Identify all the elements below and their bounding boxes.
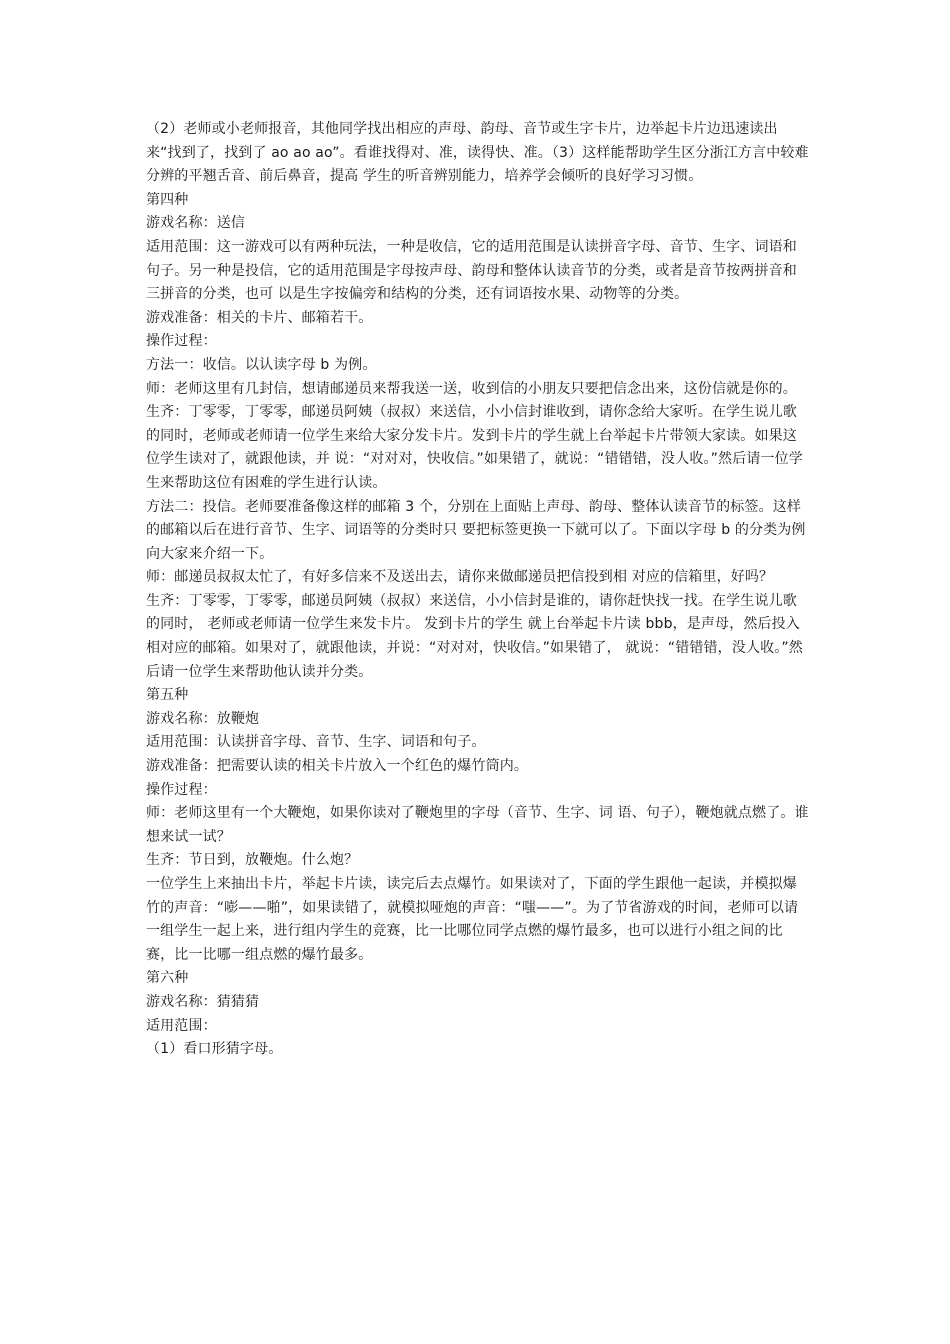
method-1-title: 方法一：收信。以认读字母 b 为例。 (146, 356, 377, 373)
scope-6-item-1: （1）看口形猜字母。 (146, 1041, 283, 1058)
procedure-label-5: 操作过程： (146, 781, 217, 798)
students-line-1: 生齐：丁零零，丁零零，邮递员阿姨（叔叔）来送信，小小信封谁收到，请你念给大家听。在学生说儿歌的同时，老师或老师请一位学生来给大家分发卡片。发到卡片的学生就上台举起卡片带领大家读。如果这位学生读对了，就跟他读，并 说：“对对对，快收信。”如果错了，就说：“错错错，没人收。”然后请一位学生来帮助这位有困难的学生进行认读。 (146, 404, 803, 491)
game-name-6: 游戏名称：猜猜猜 (146, 993, 260, 1010)
students-line-2: 生齐：丁零零，丁零零，邮递员阿姨（叔叔）来送信，小小信封是谁的，请你赶快找一找。在学生说儿歌的同时， 老师或老师请一位学生来发卡片。 发到卡片的学生 就上台举起卡片读 bbb，是声母，然后投入相对应的邮箱。如果对了，就跟他读，并说：“对对对，快收信。”如果错了， 就说：“错错错，没人收。”然 后请一位学生来帮助他认读并分类。 (146, 592, 803, 680)
procedure-detail-5: 一位学生上来抽出卡片，举起卡片读，读完后去点爆竹。如果读对了，下面的学生跟他一起读，并模拟爆竹的声音：“嘭——啪”，如果读错了，就模拟哑炮的声音：“嗤——”。为了节省游戏的时间，老师可以请一组学生一起上来，进行组内学生的竞赛，比一比哪位同学点燃的爆竹最多，也可以进行小组之间的比赛，比一比哪一组点燃的爆竹最多。 (146, 876, 799, 963)
teacher-line-1: 师：老师这里有几封信，想请邮递员来帮我送一送，收到信的小朋友只要把信念出来，这份信就是你的。 (146, 380, 797, 397)
scope-5: 适用范围：认读拼音字母、音节、生字、词语和句子。 (146, 734, 486, 751)
game-name-4: 游戏名称：送信 (146, 215, 246, 232)
game-name-5: 游戏名称：放鞭炮 (146, 710, 260, 727)
procedure-label-4: 操作过程： (146, 333, 217, 350)
students-line-5: 生齐：节日到，放鞭炮。什么炮？ (146, 852, 359, 869)
scope-4: 适用范围：这一游戏可以有两种玩法，一种是收信，它的适用范围是认读拼音字母、音节、生字、词语和句子。另一种是投信，它的适用范围是字母按声母、韵母和整体认读音节的分类，或者是音节按两拼音和三拼音的分类，也可 以是生字按偏旁和结构的分类，还有词语按水果、动物等的分类。 (146, 238, 797, 303)
preparation-4: 游戏准备：相关的卡片、邮箱若干。 (146, 309, 373, 326)
section-heading-6: 第六种 (146, 970, 189, 987)
teacher-line-2: 师：邮递员叔叔太忙了，有好多信来不及送出去，请你来做邮递员把信投到相 对应的信箱里，好吗？ (146, 569, 774, 586)
teacher-line-5: 师：老师这里有一个大鞭炮，如果你读对了鞭炮里的字母（音节、生字、词 语、句子），鞭炮就点燃了。谁想来试一试？ (146, 805, 809, 845)
document-body (146, 118, 810, 1062)
section-heading-4: 第四种 (146, 191, 189, 208)
scope-6: 适用范围： (146, 1017, 217, 1034)
preparation-5: 游戏准备：把需要认读的相关卡片放入一个红色的爆竹筒内。 (146, 758, 529, 775)
paragraph-intro-continued: （2）老师或小老师报音，其他同学找出相应的声母、韵母、音节或生字卡片，边举起卡片边迅速读出来“找到了，找到了 ao ao ao”。看谁找得对、准，读得快、准。（3）这样能帮助学生区分浙江方言中较难分辨的平翘舌音、前后鼻音，提高 学生的听音辨别能力，培养学会倾听的良好学习习惯。 (146, 121, 809, 185)
section-heading-5: 第五种 (146, 687, 189, 704)
method-2-title: 方法二：投信。老师要准备像这样的邮箱 3 个，分别在上面贴上声母、韵母、整体认读音节的标签。这样的邮箱以后在进行音节、生字、词语等的分类时只 要把标签更换一下就可以了。下面以字母 b 的分类为例向大家来介绍一下。 (146, 498, 806, 562)
